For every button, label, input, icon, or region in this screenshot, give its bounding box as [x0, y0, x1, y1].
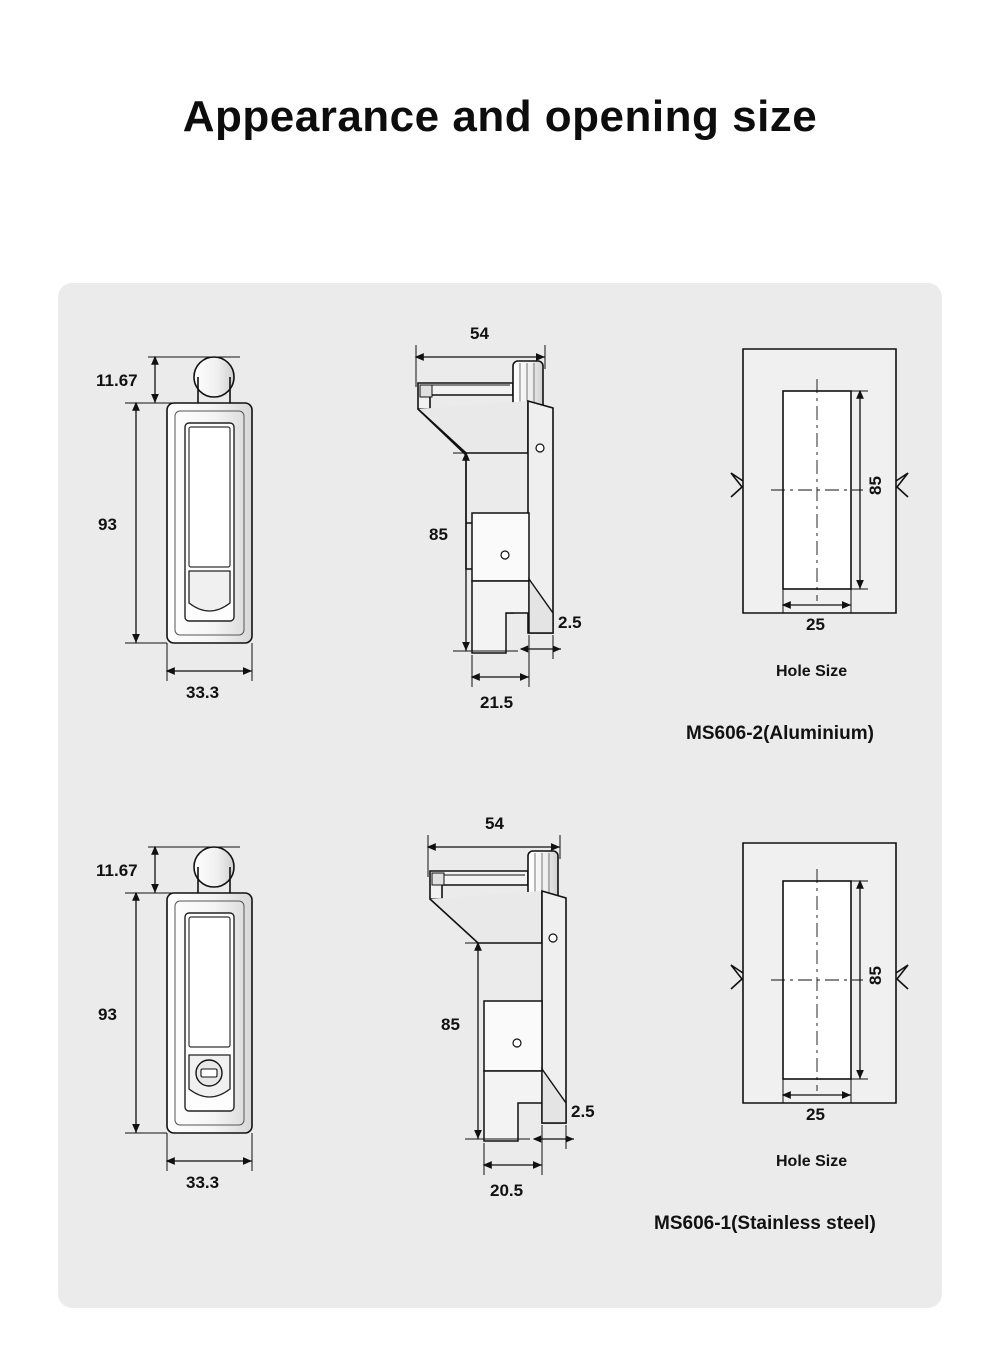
diagram-panel: [58, 283, 942, 1308]
front-view-top: [167, 357, 252, 643]
dim-label-thickness-1: 2.5: [558, 613, 582, 632]
variant-caption-ms606-2: MS606-2(Aluminium): [686, 723, 874, 744]
dim-label-top-offset-1: 11.67: [96, 371, 138, 390]
dim-label-depth-2: 20.5: [490, 1181, 524, 1200]
dim-thickness-1: [521, 635, 561, 659]
dim-label-thickness-2: 2.5: [571, 1102, 595, 1121]
dim-label-hole-width-2: 25: [806, 1105, 825, 1124]
dim-label-width-2: 33.3: [186, 1173, 220, 1192]
dim-label-height-2: 93: [98, 1005, 117, 1024]
dim-label-depth-1: 21.5: [480, 693, 514, 712]
dim-label-top-offset-2: 11.67: [96, 861, 138, 880]
side-view-bottom: [430, 851, 566, 1141]
dim-label-hole-width-1: 25: [806, 615, 825, 634]
page-title: Appearance and opening size: [182, 92, 818, 141]
front-view-bottom: [167, 847, 252, 1133]
dim-height-2: [125, 893, 167, 1133]
dim-thickness-2: [534, 1125, 574, 1149]
dim-label-width-1: 33.3: [186, 683, 220, 702]
dim-label-side-height-2: 85: [441, 1015, 460, 1034]
dim-height-1: [125, 403, 167, 643]
hole-size-caption-top: Hole Size: [776, 663, 848, 680]
dim-label-top-width-2: 54: [485, 814, 504, 833]
variant-caption-ms606-1: MS606-1(Stainless steel): [654, 1213, 876, 1234]
dim-label-hole-height-2: 85: [866, 966, 885, 985]
dim-label-side-height-1: 85: [429, 525, 448, 544]
hole-size-caption-bottom: Hole Size: [776, 1153, 848, 1170]
dim-label-top-width-1: 54: [470, 324, 489, 343]
side-view-top: [418, 361, 553, 653]
dim-label-height-1: 93: [98, 515, 117, 534]
dim-width-1: [167, 643, 252, 681]
dim-width-2: [167, 1133, 252, 1171]
dim-label-hole-height-1: 85: [866, 476, 885, 495]
